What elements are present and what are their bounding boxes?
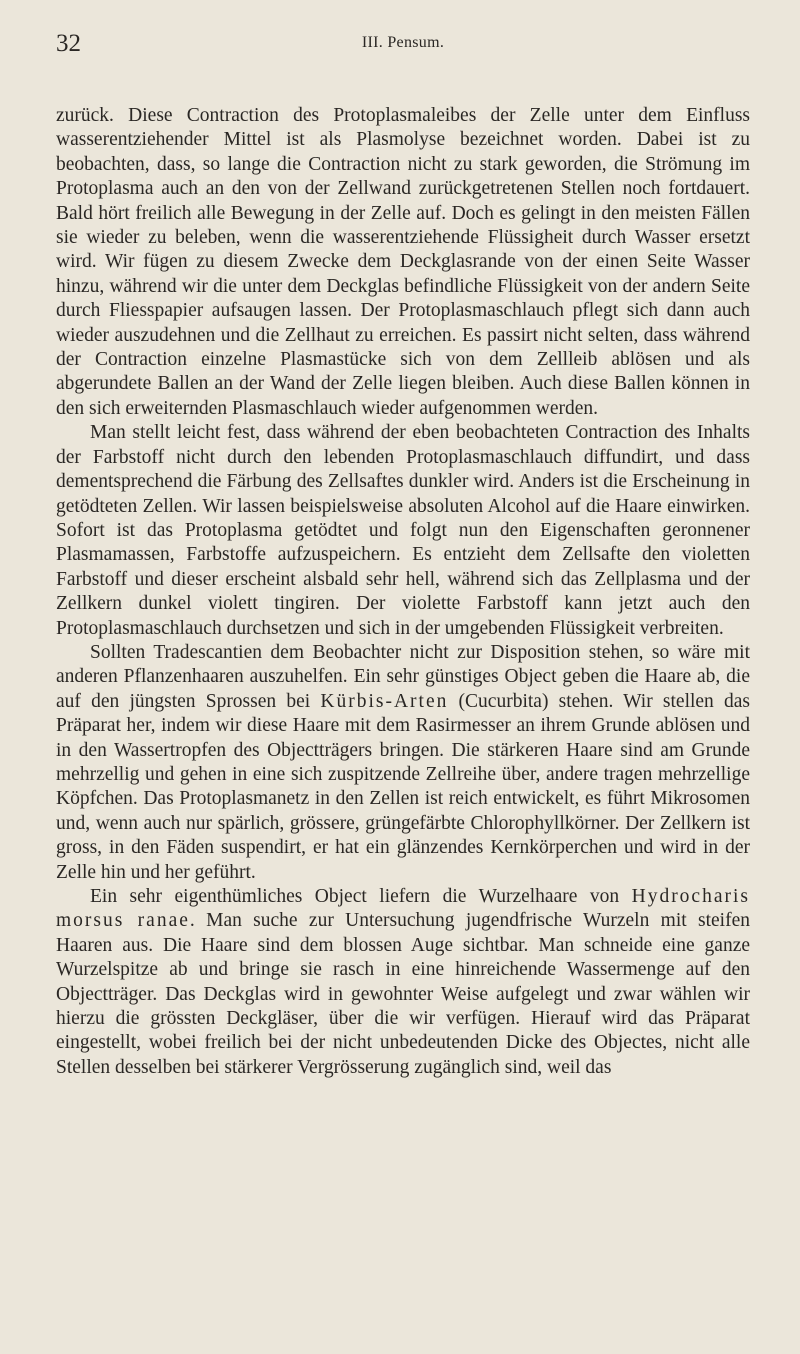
text-run: (Cucurbita) stehen. Wir stellen das Präparat her, indem wir diese Haare mit dem Rasirmesser an ihrem Grunde ablösen und in den Wassertropfen des Objectträgers bringen. Die stärkeren Haare sind am Grunde mehrzellig und gehen in eine sich zuspitzende Zellreihe über, andere tragen mehrzellige Köpfchen. Das Protoplasmanetz in den Zellen ist reich entwickelt, es führt Mikrosomen und, wenn auch nur spärlich, grössere, grüngefärbte Chlorophyllkörner. Der Zellkern ist gross, in den Fäden suspendirt, er hat ein glänzendes Kernkörperchen und wird in der Zelle hin und her geführt. bbox=[56, 690, 750, 883]
text-run: . Man suche zur Untersuchung jugendfrische Wurzeln mit steifen Haaren aus. Die Haare sind dem blossen Auge sichtbar. Man schneide eine ganze Wurzelspitze ab und bringe sie rasch in eine hinreichende Wassermenge auf den Objectträger. Das Deckglas wird in gewohnter Weise aufgelegt und zwar wählen wir hierzu die grössten Deckgläser, über die wir verfügen. Hierauf wird das Präparat eingestellt, wobei freilich bei der nicht unbedeutenden Dicke des Objectes, nicht alle Stellen desselben bei stärkerer Vergrösserung zugänglich sind, weil das bbox=[56, 910, 750, 1078]
spaced-term: Kürbis-Arten bbox=[320, 690, 449, 712]
body-text bbox=[56, 104, 750, 1080]
paragraph-cucurbita-hairs bbox=[56, 641, 750, 885]
text-run: Man stellt leicht fest, dass während der eben beobachteten Contraction des Inhalts der Farbstoff nicht durch den lebenden Protoplasmaschlauch diffundirt, und dass dementsprechend die Färbung des Zellsaftes dunkler wird. Anders ist die Erscheinung in getödteten Zellen. Wir lassen beispielsweise absoluten Alcohol auf die Haare einwirken. Sofort ist das Protoplasma getödtet und folgt nun den Eigenschaften geronnener Plasmamassen, Farbstoffe aufzuspeichern. Es entzieht dem Zellsafte den violetten Farbstoff und dieser erscheint alsbald sehr hell, während sich das Zellplasma und der Zellkern dunkel violett tingiren. Der violette Farbstoff kann jetzt auch den Protoplasmaschlauch durchsetzen und sich in der umgebenden Flüssigkeit verbreiten. bbox=[56, 422, 750, 639]
page-header bbox=[56, 30, 750, 64]
spaced-term: Hydrocharis morsus ranae bbox=[56, 886, 750, 932]
running-head: III. Pensum. bbox=[361, 34, 445, 51]
paragraph-hydrocharis-root-hairs bbox=[56, 885, 750, 1080]
text-run: Ein sehr eigenthümliches Object liefern die Wurzelhaare von bbox=[90, 886, 632, 907]
paragraph-plasmolysis bbox=[56, 104, 750, 421]
text-run: zurück. Diese Contraction des Protoplasmaleibes der Zelle unter dem Einfluss wasserentziehender Mittel ist als Plasmolyse bezeichnet worden. Dabei ist zu beobachten, dass, so lange die Contraction nicht zu stark geworden, die Strömung im Protoplasma auch an den von der Zellwand zurückgetretenen Stellen noch fortdauert. Bald hört freilich alle Bewegung in der Zelle auf. Doch es gelingt in den meisten Fällen sie wieder zu beleben, wenn die wasserentziehende Flüssigheit durch Wasser ersetzt wird. Wir fügen zu diesem Zwecke dem Deckglasrande von der einen Seite Wasser hinzu, während wir die unter dem Deckglas befindliche Flüssigkeit von der andern Seite durch Fliesspapier aufsaugen lassen. Der Protoplasmaschlauch pflegt sich dann auch wieder auszudehnen und die Zellhaut zu erreichen. Es passirt nicht selten, dass während der Contraction einzelne Plasmastücke sich von dem Zellleib ablösen und als abgerundete Ballen an der Wand der Zelle liegen bleiben. Auch diese Ballen können in den sich erweiternden Plasmaschlauch wieder aufgenommen werden. bbox=[56, 105, 750, 419]
text-run: Sollten Tradescantien dem Beobachter nicht zur Disposition stehen, so wäre mit anderen Pflanzenhaaren auszuhelfen. Ein sehr günstiges Object geben die Haare ab, die auf den jüngsten Sprossen bei bbox=[56, 641, 750, 712]
paragraph-dye-diffusion bbox=[56, 421, 750, 641]
page-number: 32 bbox=[56, 30, 81, 57]
